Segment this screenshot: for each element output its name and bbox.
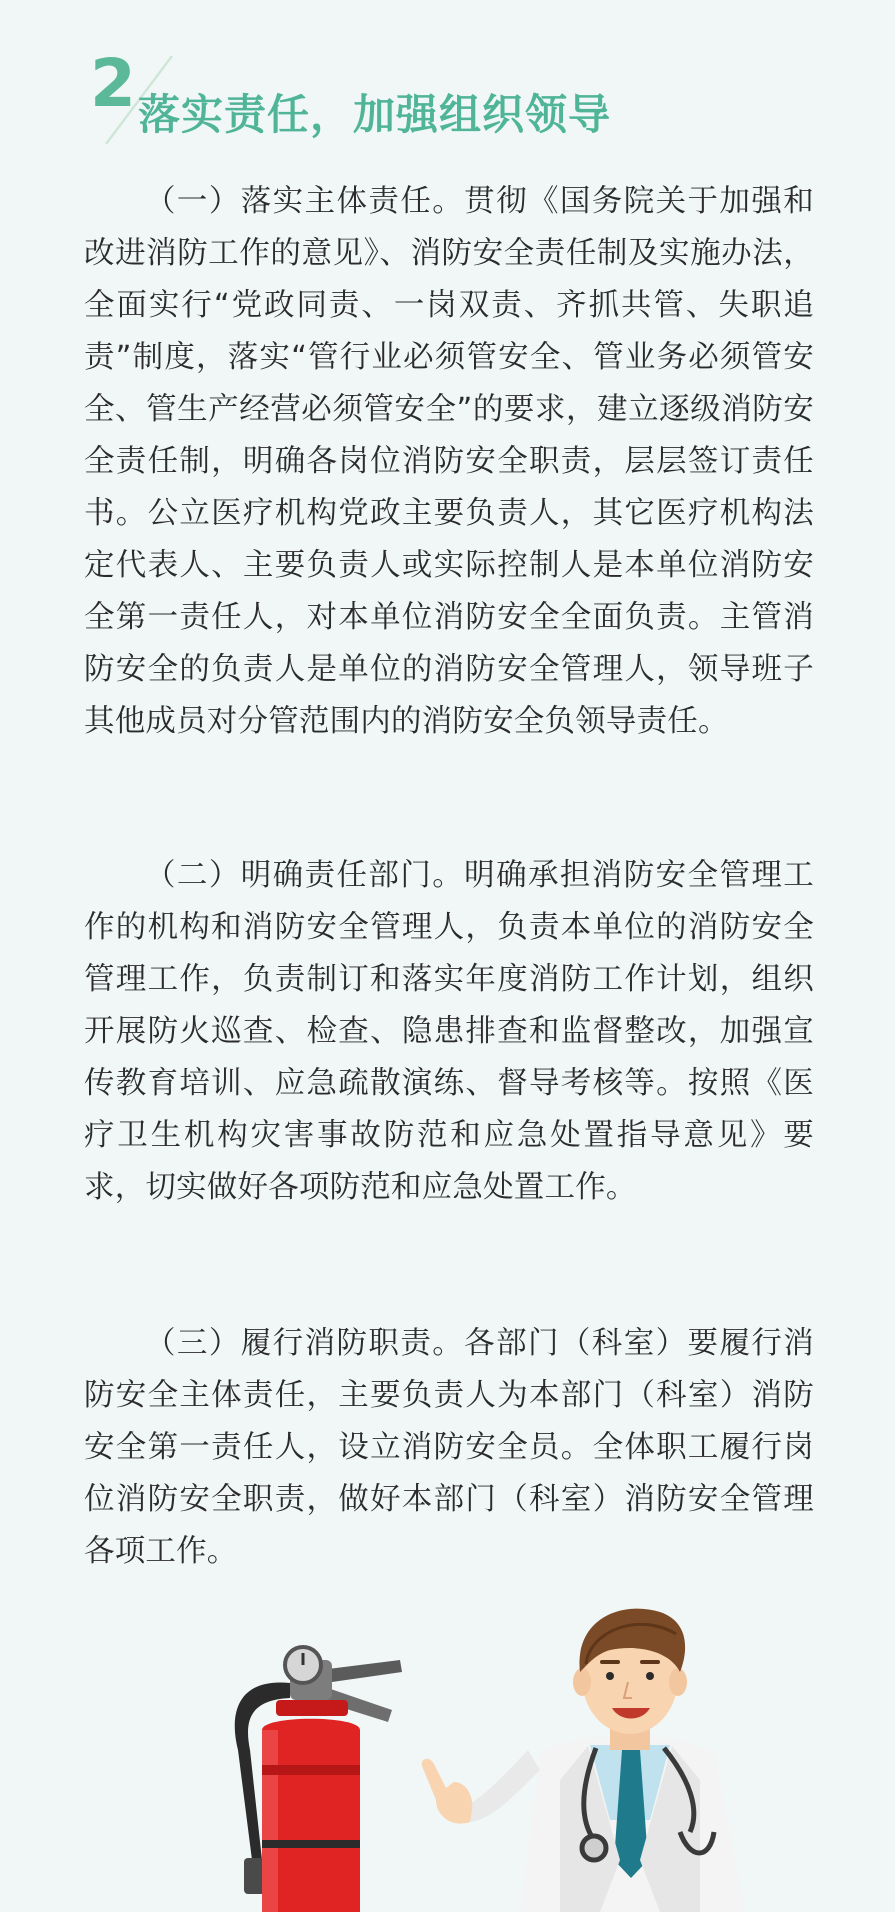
section-title: 落实责任，加强组织领导 xyxy=(138,90,612,139)
doctor-icon xyxy=(422,1609,745,1912)
section-number: 2 xyxy=(90,45,136,122)
section-heading xyxy=(90,44,810,144)
paragraph-main-responsibility: （一）落实主体责任。贯彻《国务院关于加强和改进消防工作的意见》、消防安全责任制及实施办法，全面实行“党政同责、一岗双责、齐抓共管、失职追责”制度，落实“管行业必须管安全、管业务必须管安全、管生产经营必须管安全”的要求，建立逐级消防安全责任制，明确各岗位消防安全职责，层层签订责任书。公立医疗机构党政主要负责人，其它医疗机构法定代表人、主要负责人或实际控制人是本单位消防安全第一责任人，对本单位消防安全全面负责。主管消防安全的负责人是单位的消防安全管理人，领导班子其他成员对分管范围内的消防安全负领导责任。 xyxy=(84,184,814,739)
paragraph-responsible-department: （二）明确责任部门。明确承担消防安全管理工作的机构和消防安全管理人，负责本单位的消防安全管理工作，负责制订和落实年度消防工作计划，组织开展防火巡查、检查、隐患排查和监督整改，加强宣传教育培训、应急疏散演练、督导考核等。按照《医疗卫生机构灾害事故防范和应急处置指导意见》要求，切实做好各项防范和应急处置工作。 xyxy=(84,858,814,1205)
fire-extinguisher-icon xyxy=(235,1647,402,1912)
illustration xyxy=(0,1560,895,1912)
paragraph-fire-duties: （三）履行消防职责。各部门（科室）要履行消防安全主体责任，主要负责人为本部门（科室）消防安全第一责任人，设立消防安全员。全体职工履行岗位消防安全职责，做好本部门（科室）消防安全管理各项工作。 xyxy=(84,1326,814,1569)
illustration-canvas xyxy=(0,1560,895,1912)
